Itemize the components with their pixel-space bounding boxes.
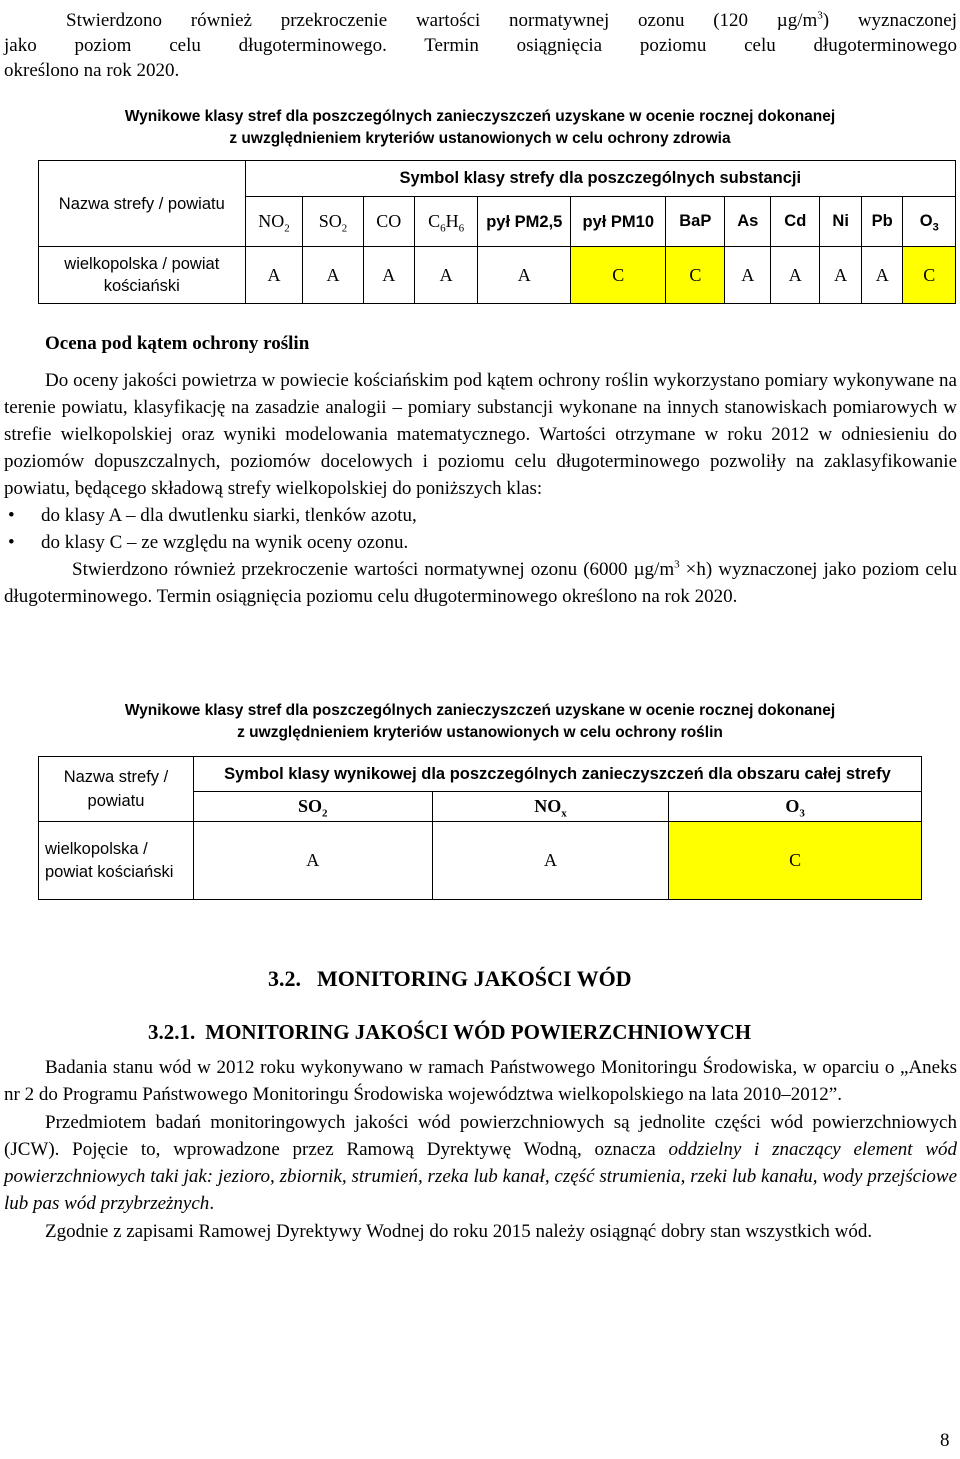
substance-group-header — [245, 161, 955, 197]
col-header-c6h6: $C_6H_6$ — [414, 197, 477, 247]
bullet-icon: • — [8, 532, 15, 553]
value-co: A — [363, 247, 414, 304]
col-header-nox: $NO_x$ — [432, 792, 669, 822]
page-number: 8 — [940, 1430, 950, 1451]
value-cd: A — [771, 247, 820, 304]
plants-section-body — [4, 367, 957, 610]
zone-header-cell — [39, 161, 246, 247]
value-o3: C — [669, 822, 922, 900]
health-classification-table — [38, 160, 956, 304]
col-header-pm10: pył PM10 — [571, 197, 666, 247]
col-header-bap: BaP — [666, 197, 725, 247]
zone-name-cell: wielkopolska / powiat kościański — [39, 822, 194, 900]
value-so2: A — [193, 822, 432, 900]
col-header-so2: $SO_2$ — [303, 197, 363, 247]
col-header-no2: $NO_2$ — [245, 197, 303, 247]
col-header-ni: Ni — [820, 197, 862, 247]
intro-paragraph — [4, 8, 957, 83]
table1-caption-line1: Wynikowe klasy stref dla poszczególnych zanieczyszczeń uzyskane w ocenie rocznej dokonanej — [124, 108, 836, 125]
value-pb: A — [861, 247, 903, 304]
col-header-o3: $O_3$ — [903, 197, 956, 247]
value-c6h6: A — [414, 247, 477, 304]
bullet-icon: • — [8, 505, 15, 526]
col-header-pb: Pb — [861, 197, 903, 247]
table-row — [39, 247, 956, 304]
col-header-so2: $SO_2$ — [193, 792, 432, 822]
value-pm10: C — [571, 247, 666, 304]
result-group-header: Symbol klasy wynikowej dla poszczególnych zanieczyszczeń dla obszaru całej strefy — [193, 757, 921, 792]
col-header-pm25: pył PM2,5 — [478, 197, 571, 247]
section-heading-3-2-1: 3.2.1. MONITORING JAKOŚCI WÓD POWIERZCHNIOWYCH — [148, 1020, 752, 1044]
list-item: • do klasy A – dla dwutlenku siarki, tlenków azotu, — [4, 503, 957, 529]
plants-paragraph1: Do oceny jakości powietrza w powiecie kościańskim pod kątem ochrony roślin wykorzystano pomiary wykonywane na terenie powiatu, klasyfikację na zasadzie analogii – pomiary substancji wykonane na innych stanowiskach pomiarowych w strefie wielkopolskiej oraz wyniki modelowania matematycznego. Wartości otrzymane w roku 2012 w odniesieniu do poziomów dopuszczalnych, poziomów docelowych i poziomu celu długoterminowego pozwoliły na zaklasyfikowanie powiatu, będącego składową strefy wielkopolskiej do poniższych klas: — [4, 370, 957, 499]
table1-caption-line2: z uwzględnieniem kryteriów ustanowionych w celu ochrony zdrowia — [229, 130, 731, 147]
table2-caption-line1: Wynikowe klasy stref dla poszczególnych zanieczyszczeń uzyskane w ocenie rocznej dokonanej — [124, 702, 836, 719]
zone-name-cell: wielkopolska / powiat kościański — [39, 247, 246, 304]
section-heading-3-2: 3.2. MONITORING JAKOŚCI WÓD — [268, 966, 632, 991]
value-no2: A — [245, 247, 303, 304]
value-bap: C — [666, 247, 725, 304]
class-list — [4, 503, 957, 556]
intro-line1-a: Stwierdzono również przekroczenie wartości normatywnej ozonu (120 µg/m — [66, 10, 818, 31]
plants-paragraph2: Stwierdzono również przekroczenie wartości normatywnej ozonu (6000 $\mu g/m^3 \times h$) wyznaczonej jako poziom celu długoterminowego. Termin osiągnięcia poziomu celu długoterminowego określono na rok 2020. — [4, 558, 957, 607]
table2-caption — [0, 700, 960, 744]
zone-header-text: Nazwa strefy / powiatu — [58, 194, 225, 213]
table-row — [39, 822, 922, 900]
plants-classification-table — [38, 756, 922, 900]
water-section-body — [4, 1054, 957, 1245]
plants-section-heading: Ocena pod kątem ochrony roślin — [45, 333, 310, 354]
value-nox: A — [432, 822, 669, 900]
value-ni: A — [820, 247, 862, 304]
value-as: A — [725, 247, 771, 304]
water-paragraph3: Zgodnie z zapisami Ramowej Dyrektywy Wodnej do roku 2015 należy osiągnąć dobry stan wszystkich wód. — [45, 1221, 873, 1242]
table1-caption — [0, 106, 960, 150]
col-header-o3: $O_3$ — [669, 792, 922, 822]
value-o3: C — [903, 247, 956, 304]
value-pm25: A — [478, 247, 571, 304]
table2-caption-line2: z uwzględnieniem kryteriów ustanowionych w celu ochrony roślin — [237, 724, 723, 741]
intro-line1-sup: 3 — [817, 9, 823, 22]
intro-line3: określono na rok 2020. — [4, 60, 180, 81]
intro-line1-b: ) wyznaczonej — [822, 10, 957, 31]
col-header-as: As — [725, 197, 771, 247]
list-item: • do klasy C – ze względu na wynik oceny ozonu. — [4, 530, 957, 556]
intro-line2: jako poziom celu długoterminowego. Termin osiągnięcia poziomu celu długoterminowego — [4, 35, 957, 56]
substance-group-header-text: Symbol klasy strefy dla poszczególnych substancji — [399, 169, 802, 187]
water-paragraph1: Badania stanu wód w 2012 roku wykonywano w ramach Państwowego Monitoringu Środowiska, w oparciu o „Aneks nr 2 do Programu Państwowego Monitoringu Środowiska województwa wielkopolskiego na lata 2010–2012”. — [4, 1057, 957, 1105]
col-header-cd: Cd — [771, 197, 820, 247]
water-paragraph2: Przedmiotem badań monitoringowych jakości wód powierzchniowych są jednolite części wód powierzchniowych (JCW). Pojęcie to, wprowadzone przez Ramową Dyrektywę Wodną, oznacza oddzielny i znaczący element wód powierzchniowych taki jak: jezioro, zbiornik, strumień, rzeka lub kanał, część strumienia, rzeki lub kanału, wody przejściowe lub pas wód przybrzeżnych. — [4, 1112, 957, 1214]
zone-header-cell: Nazwa strefy / powiatu — [39, 757, 194, 822]
value-so2: A — [303, 247, 363, 304]
col-header-co: CO — [363, 197, 414, 247]
